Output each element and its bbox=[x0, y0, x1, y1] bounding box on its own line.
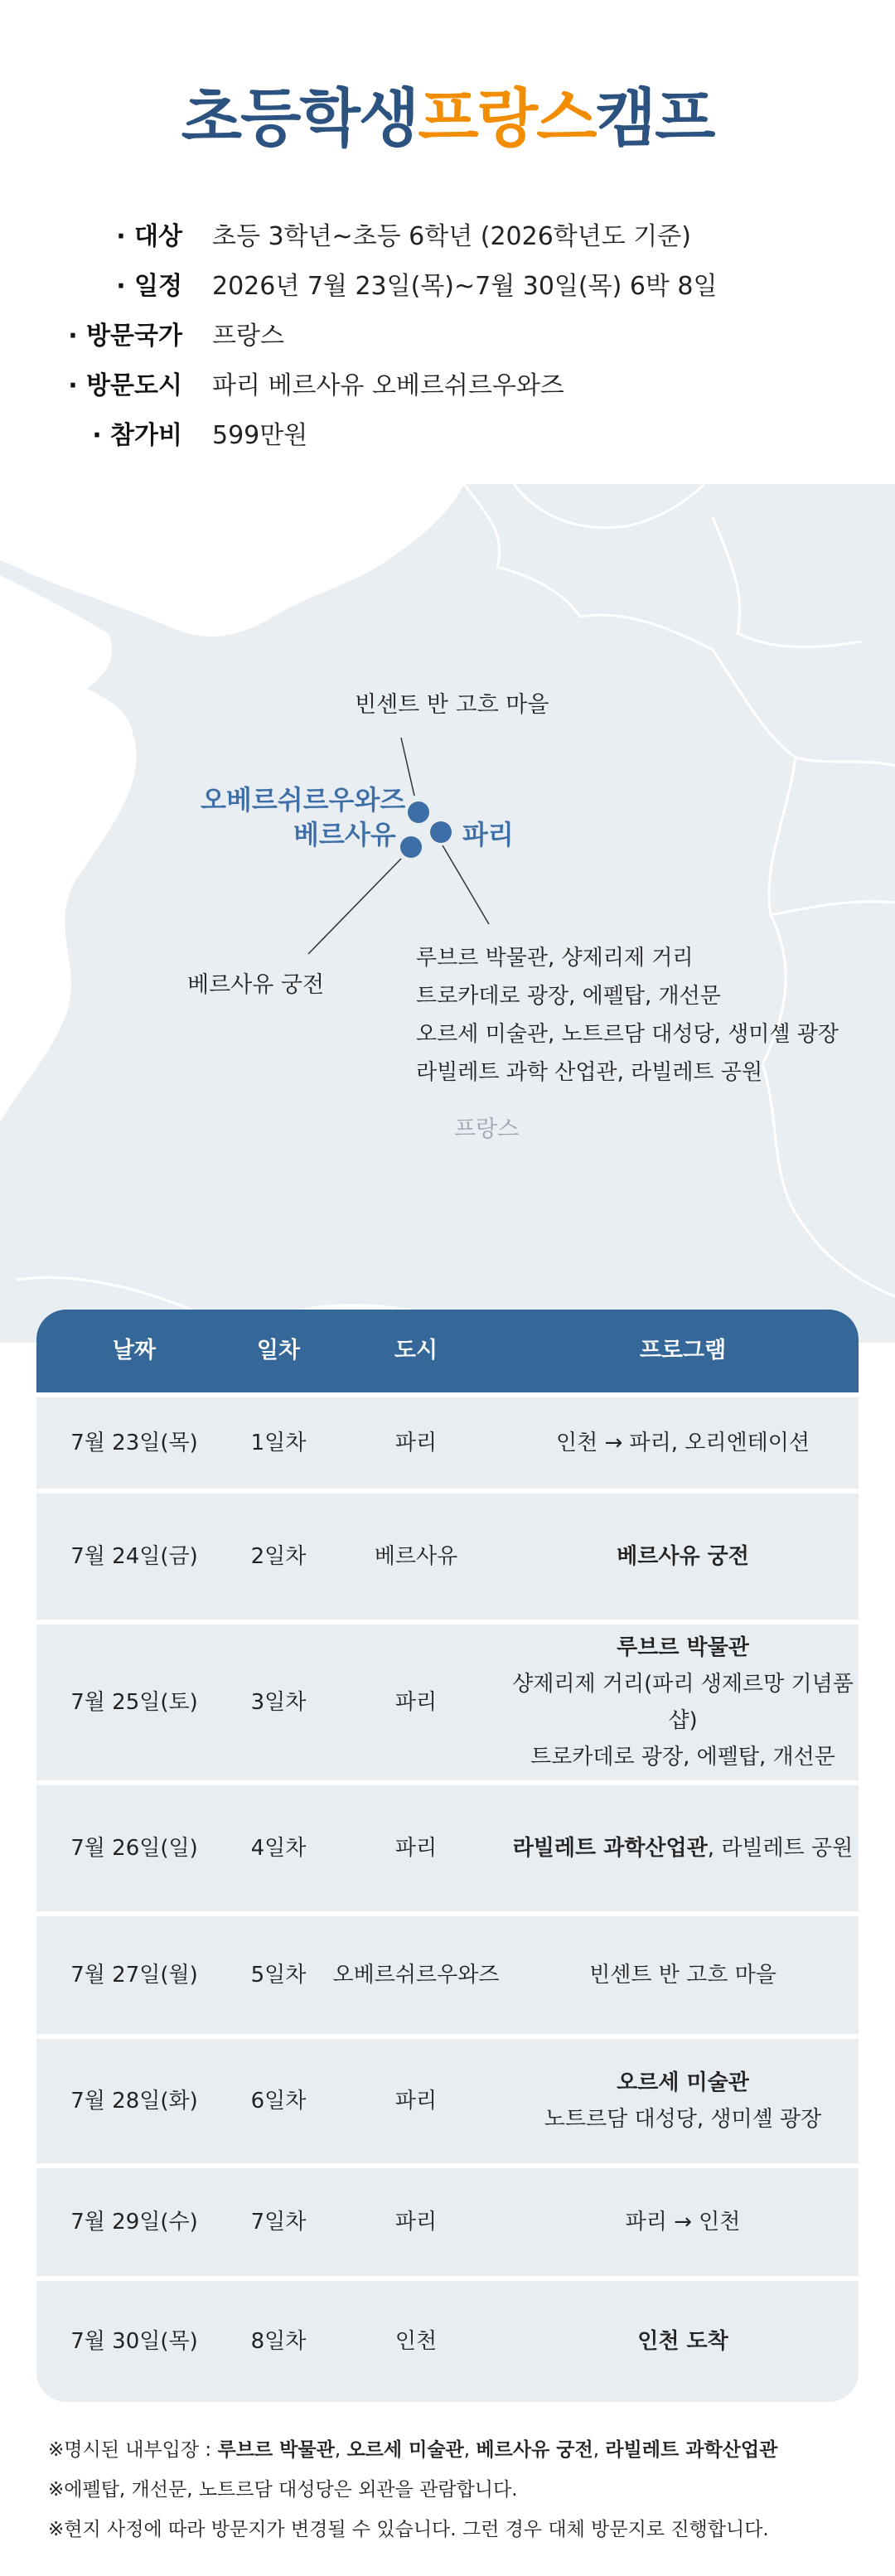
program-line-bold: 루브르 박물관 bbox=[617, 1635, 749, 1660]
header-day: 일차 bbox=[256, 1338, 301, 1363]
paris-label: 파리 bbox=[462, 819, 514, 850]
info-label: · 방문도시 bbox=[68, 371, 182, 400]
cell-date: 7월 25일(토) bbox=[70, 1690, 198, 1715]
table-header bbox=[36, 1310, 859, 1392]
note-separator: , bbox=[463, 2439, 477, 2461]
program-bold-part: 라빌레트 과학산업관 bbox=[512, 1836, 708, 1861]
info-value: 599만원 bbox=[212, 421, 308, 450]
cell-program bbox=[507, 1625, 859, 1780]
note-exterior: ※에펠탑, 개선문, 노트르담 대성당은 외관을 관람합니다. bbox=[48, 2479, 518, 2501]
cell-date: 7월 23일(목) bbox=[70, 1431, 198, 1455]
title-part-student: 초등학생 bbox=[181, 81, 418, 155]
header-date: 날짜 bbox=[112, 1338, 157, 1363]
cell-day: 7일차 bbox=[250, 2210, 307, 2235]
attraction-line: 오르세 미술관, 노트르담 대성당, 생미셸 광장 bbox=[416, 1022, 839, 1047]
table-row bbox=[36, 1785, 859, 1911]
table-row bbox=[36, 1625, 859, 1780]
cell-program bbox=[507, 1916, 859, 2034]
france-map bbox=[0, 484, 895, 1343]
table-row bbox=[36, 2168, 859, 2276]
table-row bbox=[36, 1397, 859, 1489]
versailles-label: 베르사유 bbox=[293, 819, 396, 850]
cell-program bbox=[507, 2039, 859, 2163]
program-line: 트로카데로 광장, 에펠탑, 개선문 bbox=[530, 1745, 835, 1770]
info-label: · 일정 bbox=[116, 272, 182, 301]
program-line: 파리 → 인천 bbox=[625, 2210, 741, 2235]
cell-day: 1일차 bbox=[250, 1431, 307, 1455]
info-value: 프랑스 bbox=[212, 322, 284, 351]
note-change: ※현지 사정에 따라 방문지가 변경될 수 있습니다. 그런 경우 대체 방문지로 진행합니다. bbox=[48, 2519, 769, 2540]
attraction-line: 루브르 박물관, 샹제리제 거리 bbox=[416, 946, 694, 971]
paris-attractions bbox=[416, 939, 839, 1092]
versailles-palace-label: 베르사유 궁전 bbox=[187, 972, 325, 998]
note-prefix: ※명시된 내부입장 : bbox=[48, 2439, 218, 2461]
cell-date: 7월 30일(목) bbox=[70, 2329, 198, 2354]
cell-program bbox=[507, 2281, 859, 2402]
cell-date: 7월 24일(금) bbox=[70, 1544, 198, 1569]
info-row-schedule bbox=[0, 257, 895, 307]
cell-city: 파리 bbox=[394, 1690, 438, 1715]
program-line: 노트르담 대성당, 생미셸 광장 bbox=[544, 2107, 822, 2132]
cell-program bbox=[507, 1785, 859, 1911]
cell-day: 6일차 bbox=[250, 2089, 307, 2114]
header-city: 도시 bbox=[394, 1338, 438, 1363]
cell-date: 7월 29일(수) bbox=[70, 2210, 198, 2235]
note-internal-entry bbox=[48, 2430, 868, 2470]
info-label: · 참가비 bbox=[92, 421, 182, 450]
program-line-bold: 오르세 미술관 bbox=[617, 2070, 749, 2095]
notes bbox=[48, 2430, 868, 2549]
marker-versailles bbox=[400, 836, 422, 858]
table-row bbox=[36, 2039, 859, 2163]
cell-day: 2일차 bbox=[250, 1544, 307, 1569]
info-label: · 대상 bbox=[116, 222, 182, 251]
schedule-table bbox=[36, 1310, 859, 2402]
marker-auvers bbox=[408, 801, 429, 823]
program-line-bold: 인천 도착 bbox=[637, 2329, 728, 2354]
cell-city: 인천 bbox=[394, 2329, 438, 2354]
cell-program bbox=[507, 1397, 859, 1489]
info-row-country bbox=[0, 307, 895, 356]
title-part-france: 프랑스 bbox=[418, 81, 596, 155]
info-value: 초등 3학년~초등 6학년 (2026학년도 기준) bbox=[212, 222, 691, 251]
note-item: 라빌레트 과학산업관 bbox=[605, 2439, 778, 2461]
info-row-fee bbox=[0, 406, 895, 456]
marker-paris bbox=[430, 821, 452, 843]
program-line: 인천 → 파리, 오리엔테이션 bbox=[555, 1431, 810, 1455]
note-separator: , bbox=[334, 2439, 347, 2461]
map-graphic bbox=[0, 484, 895, 1343]
info-row-target bbox=[0, 207, 895, 257]
cell-day: 4일차 bbox=[250, 1836, 307, 1861]
note-item: 베르사유 궁전 bbox=[476, 2439, 593, 2461]
info-label: · 방문국가 bbox=[68, 322, 182, 351]
attraction-line: 라빌레트 과학 산업관, 라빌레트 공원 bbox=[416, 1060, 763, 1085]
van-gogh-village-label: 빈센트 반 고흐 마을 bbox=[355, 692, 549, 718]
cell-date: 7월 27일(월) bbox=[70, 1963, 198, 1988]
attraction-line: 트로카데로 광장, 에펠탑, 개선문 bbox=[416, 984, 721, 1009]
page-title bbox=[0, 73, 895, 164]
cell-city: 오베르쉬르우와즈 bbox=[332, 1963, 500, 1988]
cell-city: 파리 bbox=[394, 1431, 438, 1455]
cell-city: 파리 bbox=[394, 2210, 438, 2235]
program-rest-part: , 라빌레트 공원 bbox=[707, 1836, 854, 1861]
cell-date: 7월 26일(일) bbox=[70, 1836, 198, 1861]
program-line-bold: 베르사유 궁전 bbox=[617, 1544, 749, 1569]
table-row bbox=[36, 1494, 859, 1620]
land-area bbox=[0, 484, 895, 1343]
cell-day: 5일차 bbox=[250, 1963, 307, 1988]
note-separator: , bbox=[593, 2439, 606, 2461]
info-value: 2026년 7월 23일(목)~7월 30일(목) 6박 8일 bbox=[212, 272, 718, 301]
camp-info bbox=[0, 207, 895, 456]
cell-program bbox=[507, 2168, 859, 2276]
table-row bbox=[36, 2281, 859, 2402]
cell-day: 8일차 bbox=[250, 2329, 307, 2354]
program-line bbox=[513, 1830, 854, 1867]
note-item: 오르세 미술관 bbox=[346, 2439, 464, 2461]
note-item: 루브르 박물관 bbox=[217, 2439, 335, 2461]
country-label: 프랑스 bbox=[454, 1116, 520, 1142]
cell-day: 3일차 bbox=[250, 1690, 307, 1715]
info-value: 파리 베르사유 오베르쉬르우와즈 bbox=[212, 371, 564, 400]
table-row bbox=[36, 1916, 859, 2034]
cell-city: 파리 bbox=[394, 2089, 438, 2114]
info-row-cities bbox=[0, 356, 895, 406]
header-program: 프로그램 bbox=[639, 1338, 727, 1363]
program-line: 빈센트 반 고흐 마을 bbox=[589, 1963, 776, 1988]
program-line: 샹제리제 거리(파리 생제르망 기념품샵) bbox=[512, 1672, 854, 1733]
cell-date: 7월 28일(화) bbox=[70, 2089, 198, 2114]
cell-city: 베르사유 bbox=[374, 1544, 458, 1569]
cell-program bbox=[507, 1494, 859, 1620]
auvers-label: 오베르쉬르우와즈 bbox=[201, 784, 406, 816]
cell-city: 파리 bbox=[394, 1836, 438, 1861]
title-part-camp: 캠프 bbox=[595, 81, 714, 155]
